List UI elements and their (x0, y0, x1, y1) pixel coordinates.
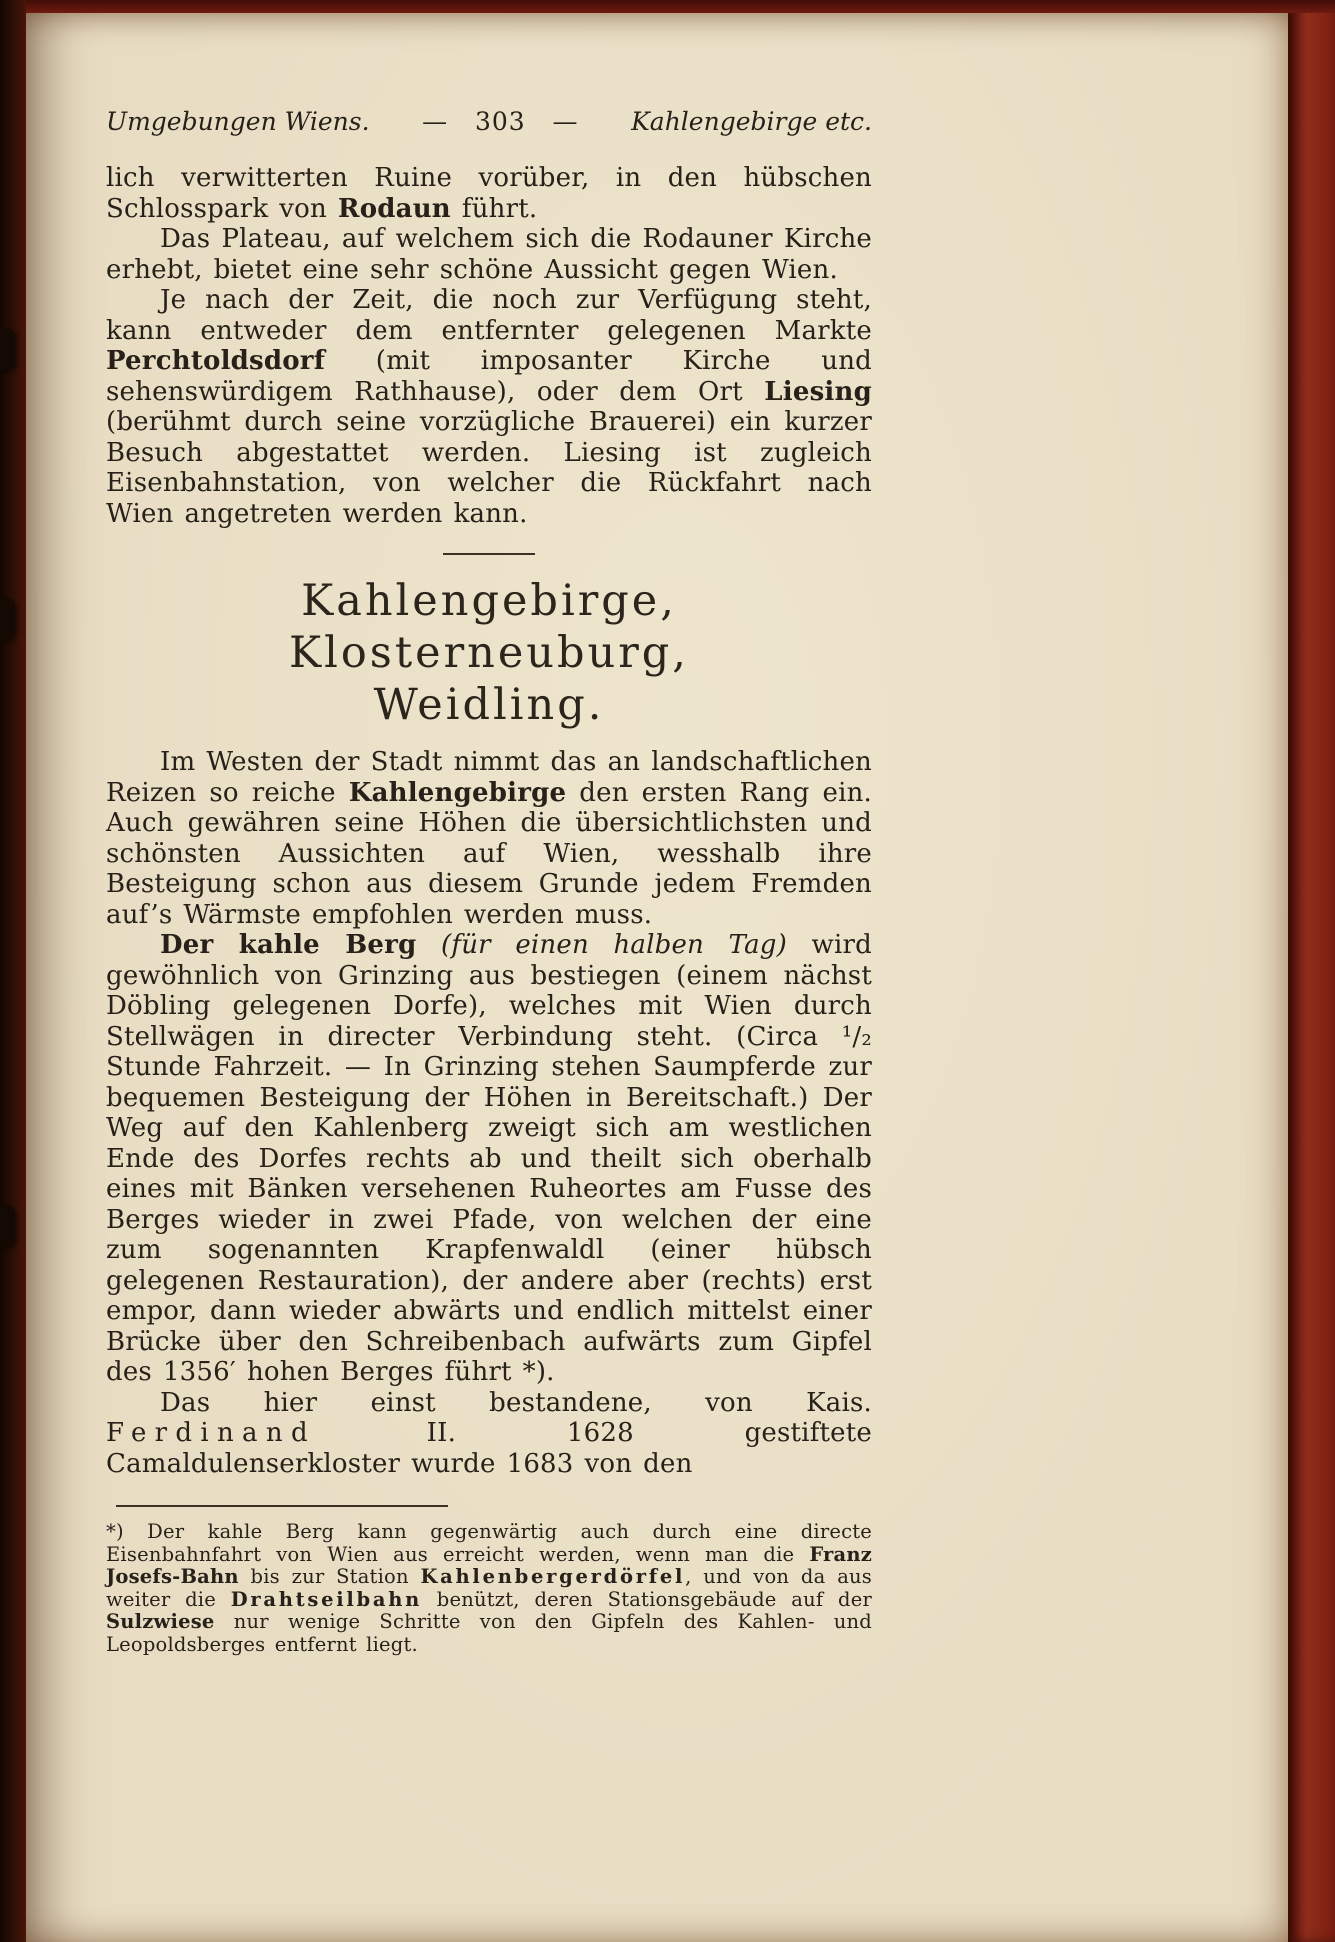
text-run: Das Plateau, auf welchem sich die Rodauner Kirche erhebt, bietet eine sehr schöne Aussicht gegen Wien. (106, 224, 872, 285)
book-page (26, 13, 1288, 1942)
section-heading-line2: Weidling. (373, 680, 605, 730)
paragraph-ferdinand (106, 1388, 872, 1480)
bold-place-name: Rodaun (337, 193, 451, 224)
section-divider-rule (443, 553, 535, 555)
text-run: Je nach der Zeit, die noch zur Verfügung steht, kann entweder dem entfernter gelegenen Markte (106, 285, 872, 346)
text-run: führt. (450, 193, 538, 224)
book-cover-right-edge (1288, 0, 1335, 1942)
text-run: (mit imposanter Kirche und sehenswürdigem Rathhause), oder dem Ort (106, 346, 872, 407)
bold-place-name: Liesing (764, 376, 872, 407)
bold-place-name: Kahlengebirge (348, 777, 567, 808)
section-heading-line1: Kahlengebirge, Klosterneuburg, (289, 576, 689, 678)
footnote-rule (116, 1505, 448, 1507)
text-run: II. 1628 gestiftete Camaldulenserkloster wurde 1683 von den (106, 1418, 872, 1479)
text-run: bis zur Station (238, 1565, 421, 1588)
text-run: *) Der kahle Berg kann gegenwärtig auch durch eine directe Eisenbahnfahrt von Wien aus erreicht werden, wenn man die (106, 1520, 872, 1566)
footnote-text (106, 1521, 872, 1656)
running-title-right: Kahlengebirge etc. (631, 107, 872, 136)
binding-mark (0, 1205, 15, 1247)
book-cover-top-edge (0, 0, 1335, 13)
running-header (106, 13, 872, 137)
binding-mark (0, 328, 15, 370)
text-run: den ersten Rang ein. Auch gewähren seine Höhen die übersichtlichsten und schönsten Aussichten auf Wien, wesshalb ihre Besteigung schon aus diesem Grunde jedem Fremden auf’s Wärmste empfohlen werden muss. (106, 777, 873, 930)
book-spine-edge (0, 0, 26, 1942)
bold-place-name: Sulzwiese (106, 1610, 215, 1633)
bold-railway-name: Franz Josefs-Bahn (106, 1542, 872, 1588)
text-run: lich verwitterten Ruine vorüber, in den hübschen Schlosspark von (106, 163, 872, 224)
bold-place-name: Perchtoldsdorf (106, 346, 326, 376)
binding-mark (0, 598, 15, 640)
paragraph-kahlengebirge-intro (106, 747, 872, 930)
bold-funicular-name: Drahtseilbahn (230, 1587, 423, 1611)
page-content (106, 13, 872, 1656)
bold-station-name: Kahlenbergerdörfel (420, 1565, 686, 1588)
section-heading (106, 575, 872, 731)
paragraph-perchtoldsdorf-liesing (106, 285, 872, 529)
text-run: nur wenige Schritte von den Gipfeln des Kahlen- und Leopoldsberges entfernt liegt. (106, 1610, 872, 1656)
bold-topic-term: Der kahle Berg (160, 930, 417, 960)
paragraph-kahler-berg (106, 930, 872, 1388)
paragraph-plateau (106, 224, 872, 285)
page-number: — 303 — (422, 107, 579, 136)
paragraph-rodaun (106, 163, 872, 224)
italic-note: (für einen halben Tag) (416, 930, 787, 960)
running-title-left: Umgebungen Wiens. (106, 107, 370, 136)
text-run: Im Westen der Stadt nimmt das an landschaftlichen Reizen so reiche (106, 747, 872, 808)
text-run: Das hier einst bestandene, von Kais. (160, 1387, 872, 1418)
text-run: (berühmt durch seine vorzügliche Brauerei) ein kurzer Besuch abgestattet werden. Liesing ist zugleich Eisenbahnstation, von welcher die Rückfahrt nach Wien angetreten werden kann. (106, 407, 872, 529)
text-run: , und von da aus weiter die (106, 1565, 872, 1611)
letterspaced-name: Ferdinand (106, 1418, 316, 1448)
text-run: benützt, deren Stationsgebäude auf der (422, 1587, 872, 1611)
text-run: wird gewöhnlich von Grinzing aus bestiegen (einem nächst Döbling gelegenen Dorfe), welches mit Wien durch Stellwägen in directer Verbindung steht. (Circa ¹/₂ Stunde Fahrzeit. — In Grinzing stehen Saumpferde zur bequemen Besteigung der Höhen in Bereitschaft.) Der Weg auf den Kahlenberg zweigt sich am westlichen Ende des Dorfes rechts ab und theilt sich oberhalb eines mit Bänken versehenen Ruheortes am Fusse des Berges wieder in zwei Pfade, von welchen der eine zum sogenannten Krapfenwaldl (einer hübsch gelegenen Restauration), der andere aber (rechts) erst empor, dann wieder abwärts und endlich mittelst einer Brücke über den Schreibenbach aufwärts zum Gipfel des 1356′ hohen Berges führt *). (106, 930, 872, 1387)
